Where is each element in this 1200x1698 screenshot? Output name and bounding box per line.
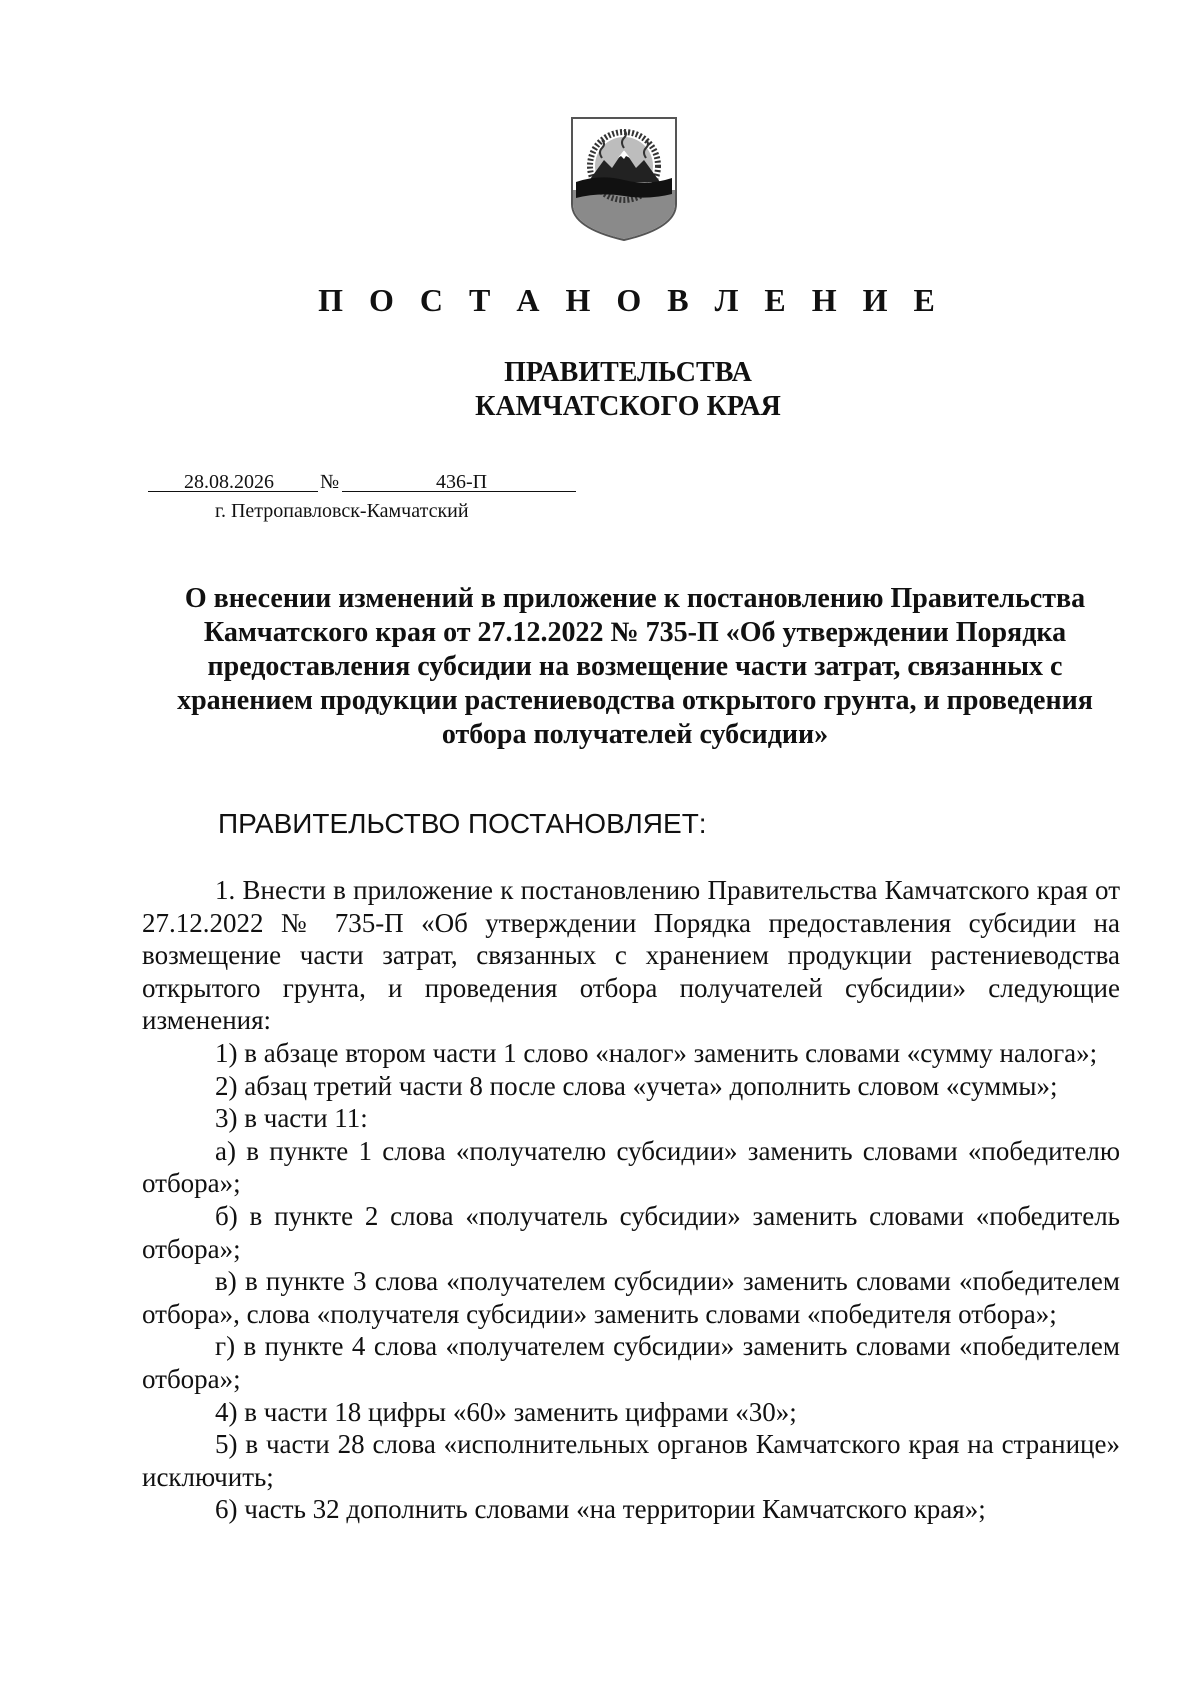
- document-title: О внесении изменений в приложение к постановлению Правительства Камчатского края от 27.12.2022 № 735-П «Об утверждении Порядка предоставления субсидии на возмещение части затрат, связанных с хранением продукции растениеводства открытого грунта, и проведения отбора получателей субсидии»: [177, 583, 1093, 750]
- body-paragraph: 1) в абзаце втором части 1 слово «налог» заменить словами «сумму налога»;: [215, 1037, 1098, 1068]
- issuer-heading: [0, 356, 1200, 424]
- document-number: 436-П: [436, 471, 488, 493]
- body-paragraph: 3) в части 11:: [215, 1103, 368, 1134]
- document-date: 28.08.2026: [184, 471, 274, 493]
- issuer-line: КАМЧАТСКОГО КРАЯ: [475, 391, 781, 422]
- body-paragraph: 1. Внести в приложение к постановлению Правительства Камчатского края от 27.12.2022 № 735-П «Об утверждении Порядка предоставления субсидии на возмещение части затрат, связанных с хранением продукции растениеводства открытого грунта, и проведения отбора получателей субсидии» следующие изменения:: [142, 875, 1120, 1036]
- document-place: г. Петропавловск-Камчатский: [215, 500, 469, 522]
- body-paragraph: 5) в части 28 слова «исполнительных органов Камчатского края на странице» исключить;: [142, 1429, 1120, 1492]
- issuer-line: ПРАВИТЕЛЬСТВА: [504, 357, 752, 388]
- decree-statement: ПРАВИТЕЛЬСТВО ПОСТАНОВЛЯЕТ:: [218, 808, 707, 839]
- body-paragraph: 6) часть 32 дополнить словами «на территории Камчатского края»;: [215, 1494, 986, 1525]
- document-body: [142, 874, 1120, 1526]
- body-paragraph: 2) абзац третий части 8 после слова «учета» дополнить словом «суммы»;: [215, 1070, 1058, 1101]
- separator-underline: [296, 491, 318, 492]
- number-sign: №: [320, 471, 340, 493]
- body-paragraph: б) в пункте 2 слова «получатель субсидии» заменить словами «победитель отбора»;: [142, 1200, 1120, 1264]
- kamchatka-coat-of-arms-icon: [570, 116, 678, 242]
- body-paragraph: в) в пункте 3 слова «получателем субсидии» заменить словами «победителем отбора», слова «получателя субсидии» заменить словами «победителя отбора»;: [142, 1266, 1120, 1329]
- document-type-heading: П О С Т А Н О В Л Е Н И Е: [318, 282, 944, 318]
- body-paragraph: г) в пункте 4 слова «получателем субсидии» заменить словами «победителем отбора»;: [142, 1331, 1120, 1394]
- body-paragraph: 4) в части 18 цифры «60» заменить цифрами «30»;: [215, 1396, 797, 1427]
- body-paragraph: а) в пункте 1 слова «получателю субсидии» заменить словами «победителю отбора»;: [142, 1135, 1120, 1199]
